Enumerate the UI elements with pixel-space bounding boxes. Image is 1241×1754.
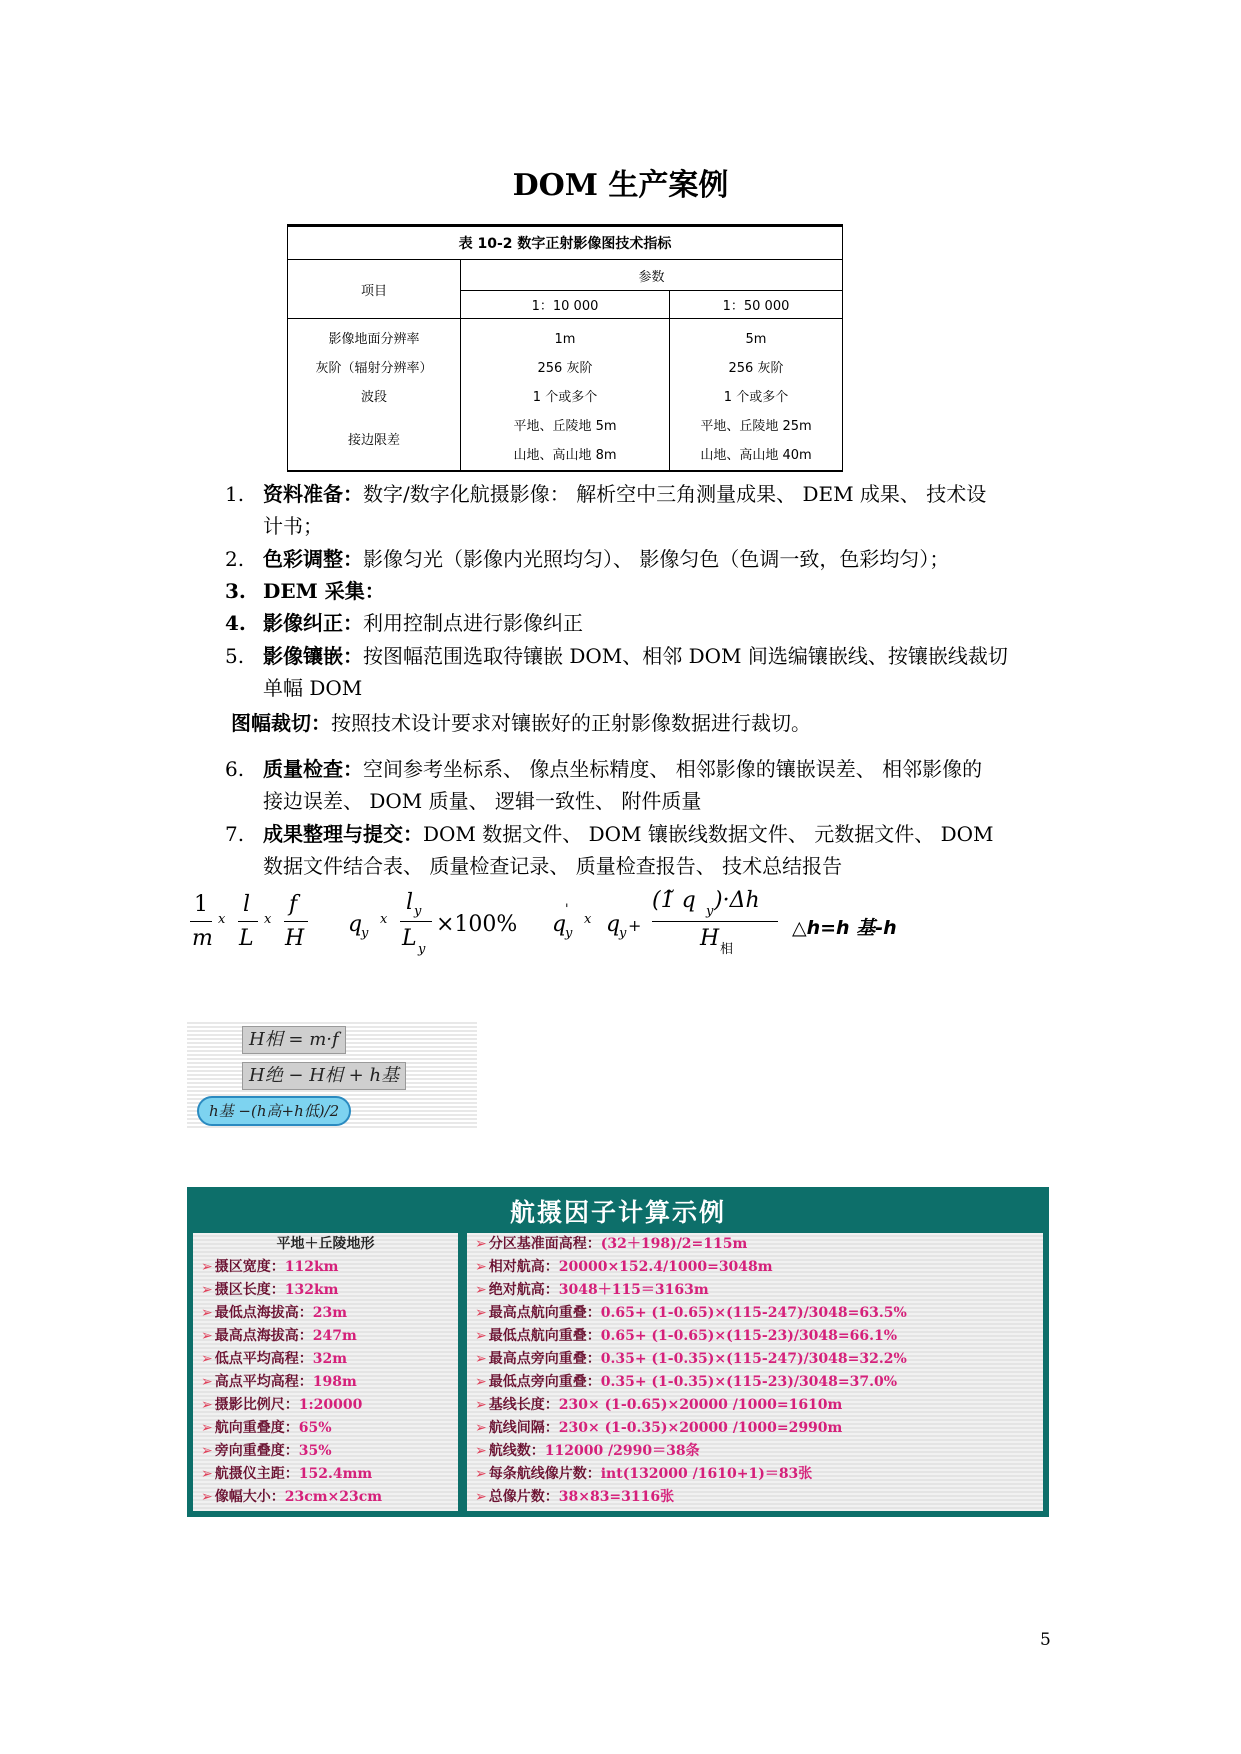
step-number: 2. [225, 547, 245, 571]
aerial-row-value: 0.65+ (1-0.65)×(115-23)/3048=66.1% [600, 1328, 898, 1344]
formula-denominator: L [402, 926, 417, 951]
formula-subscript: y [361, 926, 369, 941]
arrow-bullet-icon: ➢ [475, 1443, 487, 1459]
step-text: 按图幅范围选取待镶嵌 DOM、相邻 DOM 间选编镶嵌线、按镶嵌线裁切 [363, 644, 1008, 668]
aerial-row [475, 1463, 812, 1486]
arrow-bullet-icon: ➢ [201, 1328, 213, 1344]
row-value: 1 个或多个 [532, 390, 598, 405]
table-row [288, 319, 843, 355]
step-text: 接边误差、 DOM 质量、 逻辑一致性、 附件质量 [263, 789, 702, 813]
row-value: 平地、丘陵地 5m [513, 419, 617, 434]
aerial-row [201, 1348, 347, 1371]
row-value: 1m [554, 332, 576, 347]
arrow-bullet-icon: ➢ [201, 1259, 213, 1275]
header-scale-10000: 1：10 000 [461, 291, 670, 319]
step-text: 数据文件结合表、 质量检查记录、 质量检查报告、 技术总结报告 [263, 854, 843, 878]
page-number: 5 [1040, 1630, 1051, 1650]
aerial-row-value: 3048＋115＝3163m [558, 1282, 709, 1298]
step-title: 色彩调整： [263, 547, 363, 571]
formula-subscript: y [418, 942, 426, 957]
aerial-row-label: 摄区长度： [214, 1282, 285, 1298]
formula-scale [188, 890, 318, 960]
arrow-bullet-icon: ➢ [475, 1305, 487, 1321]
row-value: 1 个或多个 [723, 390, 789, 405]
aerial-row-label: 航向重叠度： [214, 1420, 299, 1436]
formula-denominator: L [239, 926, 254, 951]
row-item: 波段 [360, 390, 387, 405]
formula-denominator: m [192, 926, 213, 951]
aerial-row-label: 高点平均高程： [214, 1374, 313, 1390]
step-number: 5. [225, 644, 245, 668]
formula-lhs: q [552, 912, 567, 937]
step-text: 空间参考坐标系、 像点坐标精度、 相邻影像的镶嵌误差、 相邻影像的 [363, 757, 983, 781]
aerial-row [201, 1417, 332, 1440]
aerial-result-panel [467, 1233, 1043, 1511]
aerial-title: 航摄因子计算示例 [509, 1198, 726, 1227]
aerial-row [475, 1440, 700, 1463]
formula-subscript: y [414, 904, 422, 919]
step-text: DOM 数据文件、 DOM 镶嵌线数据文件、 元数据文件、 DOM [423, 822, 994, 846]
page-title: DOM 生产案例 [512, 168, 729, 203]
header-item: 项目 [288, 260, 461, 319]
aerial-row-value: 1:20000 [298, 1397, 363, 1413]
aerial-row-label: 摄影比例尺： [214, 1397, 299, 1413]
aerial-row-value: 23m [312, 1305, 348, 1321]
row-value: 山地、高山地 40m [700, 448, 812, 463]
header-params: 参数 [461, 260, 843, 291]
formula-denominator: H [285, 926, 305, 951]
formula-rhs: q [606, 912, 621, 937]
step-text: 数字/数字化航摄影像： 解析空中三角测量成果、 DEM 成果、 技术设 [363, 482, 987, 506]
aerial-row-label: 航摄仪主距： [214, 1466, 299, 1482]
formula-subscript: y [706, 904, 714, 919]
step-title: 资料准备： [263, 482, 363, 506]
aerial-row-value: 20000×152.4/1000=3048m [558, 1259, 773, 1275]
formula-operator: ⅹ [584, 912, 592, 927]
step-title: 质量检查： [263, 757, 363, 781]
aerial-row-label: 旁向重叠度： [214, 1443, 299, 1459]
aerial-row-value: 132km [284, 1282, 339, 1298]
aerial-row-value: 23cm×23cm [284, 1489, 383, 1505]
formula-superscript: ' [565, 902, 569, 917]
row-value: 256 灰阶 [537, 361, 593, 376]
formula-height-diff: △h=h 基-h [792, 917, 897, 939]
formula-subscript: y [619, 926, 627, 941]
aerial-row [475, 1279, 709, 1302]
aerial-row-label: 最高点航向重叠： [488, 1305, 601, 1321]
arrow-bullet-icon: ➢ [475, 1466, 487, 1482]
arrow-bullet-icon: ➢ [475, 1328, 487, 1344]
aerial-row-value: (32＋198)/2=115m [600, 1236, 748, 1252]
aerial-row [475, 1348, 907, 1371]
aerial-row [475, 1417, 842, 1440]
aerial-row-value: 230× (1-0.65)×20000 /1000=1610m [558, 1397, 843, 1413]
step-title: 成果整理与提交： [263, 822, 423, 846]
formula-bubble: h基 −(h高+h低)/2 [197, 1096, 351, 1126]
formula-numerator: )·Δh [714, 888, 760, 913]
formula-numerator: f [289, 892, 298, 917]
row-item: 接边限差 [347, 433, 400, 448]
aerial-row-value: 35% [298, 1443, 332, 1459]
aerial-row-label: 绝对航高： [488, 1282, 559, 1298]
step-text: 单幅 DOM [263, 676, 363, 700]
table-row [288, 354, 843, 383]
row-value: 平地、丘陵地 25m [700, 419, 812, 434]
formula-subscript: y [565, 926, 573, 941]
aerial-example-panel [187, 1187, 1049, 1517]
arrow-bullet-icon: ➢ [475, 1420, 487, 1436]
formula-numerator: l [243, 892, 251, 917]
aerial-row-value: 247m [312, 1328, 357, 1344]
formula-overlap [348, 890, 518, 962]
aerial-row-label: 最低点旁向重叠： [488, 1374, 601, 1390]
row-item: 影像地面分辨率 [328, 332, 420, 347]
arrow-bullet-icon: ➢ [475, 1259, 487, 1275]
arrow-bullet-icon: ➢ [201, 1466, 213, 1482]
arrow-bullet-icon: ➢ [201, 1351, 213, 1367]
aerial-row-label: 相对航高： [488, 1259, 559, 1275]
step-number: 4. [225, 611, 246, 635]
step-number: 3. [225, 579, 246, 603]
formula-box: H相 = m·f [242, 1026, 346, 1054]
arrow-bullet-icon: ➢ [201, 1374, 213, 1390]
aerial-row [475, 1394, 842, 1417]
aerial-row-value: 198m [312, 1374, 357, 1390]
aerial-left-heading: 平地＋丘陵地形 [276, 1236, 375, 1252]
aerial-row-label: 分区基准面高程： [488, 1236, 601, 1252]
aerial-row-label: 最低点海拔高： [214, 1305, 313, 1321]
aerial-input-panel [193, 1233, 458, 1511]
aerial-row [201, 1302, 347, 1325]
arrow-bullet-icon: ➢ [475, 1374, 487, 1390]
step-text: 按照技术设计要求对镶嵌好的正射影像数据进行裁切。 [331, 711, 811, 735]
formula-image [187, 1022, 477, 1130]
step-title: DEM 采集： [263, 579, 385, 603]
formula-operator: ⅹ [218, 912, 226, 927]
aerial-row [475, 1371, 897, 1394]
row-value: 256 灰阶 [728, 361, 784, 376]
arrow-bullet-icon: ➢ [201, 1282, 213, 1298]
aerial-row [201, 1486, 382, 1509]
arrow-bullet-icon: ➢ [475, 1282, 487, 1298]
arrow-bullet-icon: ➢ [475, 1397, 487, 1413]
formula-numerator: l [406, 890, 414, 915]
aerial-row-label: 航线间隔： [488, 1420, 559, 1436]
aerial-row [475, 1325, 897, 1348]
aerial-row-label: 摄区宽度： [214, 1259, 285, 1275]
aerial-row-label: 基线长度： [488, 1397, 559, 1413]
formula-operator: ⅹ [264, 912, 272, 927]
formula-numerator: 1 [194, 892, 208, 917]
aerial-row [475, 1233, 747, 1256]
step-text: 利用控制点进行影像纠正 [363, 611, 583, 635]
aerial-row [201, 1279, 338, 1302]
aerial-row [201, 1440, 332, 1463]
table-row [288, 383, 843, 412]
aerial-row-value: 32m [312, 1351, 348, 1367]
aerial-row-label: 总像片数： [488, 1489, 559, 1505]
formula-lhs: q [348, 912, 363, 937]
table-caption: 表 10-2 数字正射影像图技术指标 [288, 226, 843, 260]
aerial-row-label: 航线数： [488, 1443, 545, 1459]
aerial-row-label: 最高点旁向重叠： [488, 1351, 601, 1367]
aerial-row-value: 230× (1-0.35)×20000 /1000=2990m [558, 1420, 843, 1436]
aerial-row-value: 38×83=3116张 [558, 1489, 675, 1505]
aerial-row-label: 低点平均高程： [214, 1351, 313, 1367]
step-title: 图幅裁切： [231, 711, 331, 735]
aerial-row-value: 0.35+ (1-0.35)×(115-23)/3048=37.0% [600, 1374, 898, 1390]
arrow-bullet-icon: ➢ [475, 1351, 487, 1367]
step-text: 影像匀光（影像内光照均匀）、 影像匀色（色调一致，色彩均匀）； [363, 547, 950, 571]
arrow-bullet-icon: ➢ [201, 1443, 213, 1459]
formula-denominator: H [700, 926, 720, 951]
aerial-row-label: 最低点航向重叠： [488, 1328, 601, 1344]
arrow-bullet-icon: ➢ [201, 1305, 213, 1321]
step-title: 影像纠正： [263, 611, 363, 635]
formula-subscript: 相 [720, 942, 734, 957]
row-item: 灰阶（辐射分辨率） [315, 361, 433, 376]
aerial-row-value: 0.35+ (1-0.35)×(115-247)/3048=32.2% [600, 1351, 907, 1367]
step-text: 计书； [263, 514, 323, 538]
arrow-bullet-icon: ➢ [475, 1236, 487, 1252]
header-scale-50000: 1：50 000 [670, 291, 843, 319]
aerial-row [475, 1486, 674, 1509]
table-row [288, 412, 843, 471]
aerial-row-label: 每条航线像片数： [488, 1466, 601, 1482]
aerial-row [475, 1256, 773, 1279]
spec-table [287, 224, 843, 472]
aerial-row-value: 112km [284, 1259, 339, 1275]
step-title: 影像镶嵌： [263, 644, 363, 668]
aerial-row [475, 1302, 907, 1325]
formula-corrected-overlap [552, 888, 782, 964]
aerial-row-label: 像幅大小： [214, 1489, 285, 1505]
arrow-bullet-icon: ➢ [201, 1420, 213, 1436]
aerial-row [201, 1256, 338, 1279]
formula-tail: ×100% [436, 912, 518, 937]
formula-numerator: (1̃ q [652, 888, 696, 913]
aerial-row [201, 1463, 372, 1486]
row-value: 5m [745, 332, 767, 347]
arrow-bullet-icon: ➢ [201, 1489, 213, 1505]
row-value: 山地、高山地 8m [513, 448, 617, 463]
aerial-row-value: 65% [298, 1420, 332, 1436]
formula-operator: + [628, 916, 642, 935]
aerial-row-value: 112000 /2990＝38条 [544, 1443, 700, 1459]
aerial-row [201, 1394, 362, 1417]
arrow-bullet-icon: ➢ [475, 1489, 487, 1505]
aerial-row-value: int(132000 /1610+1)＝83张 [600, 1466, 813, 1482]
arrow-bullet-icon: ➢ [201, 1397, 213, 1413]
aerial-row [201, 1371, 357, 1394]
formula-operator: ⅹ [380, 912, 388, 927]
step-number: 6. [225, 757, 245, 781]
aerial-row-value: 152.4mm [298, 1466, 373, 1482]
aerial-row-value: 0.65+ (1-0.65)×(115-247)/3048=63.5% [600, 1305, 907, 1321]
aerial-row [201, 1325, 357, 1348]
aerial-row-label: 最高点海拔高： [214, 1328, 313, 1344]
step-number: 7. [225, 822, 245, 846]
formula-box: H绝 − H相 + h基 [242, 1062, 406, 1090]
list-item [231, 707, 1071, 739]
step-number: 1. [225, 482, 245, 506]
